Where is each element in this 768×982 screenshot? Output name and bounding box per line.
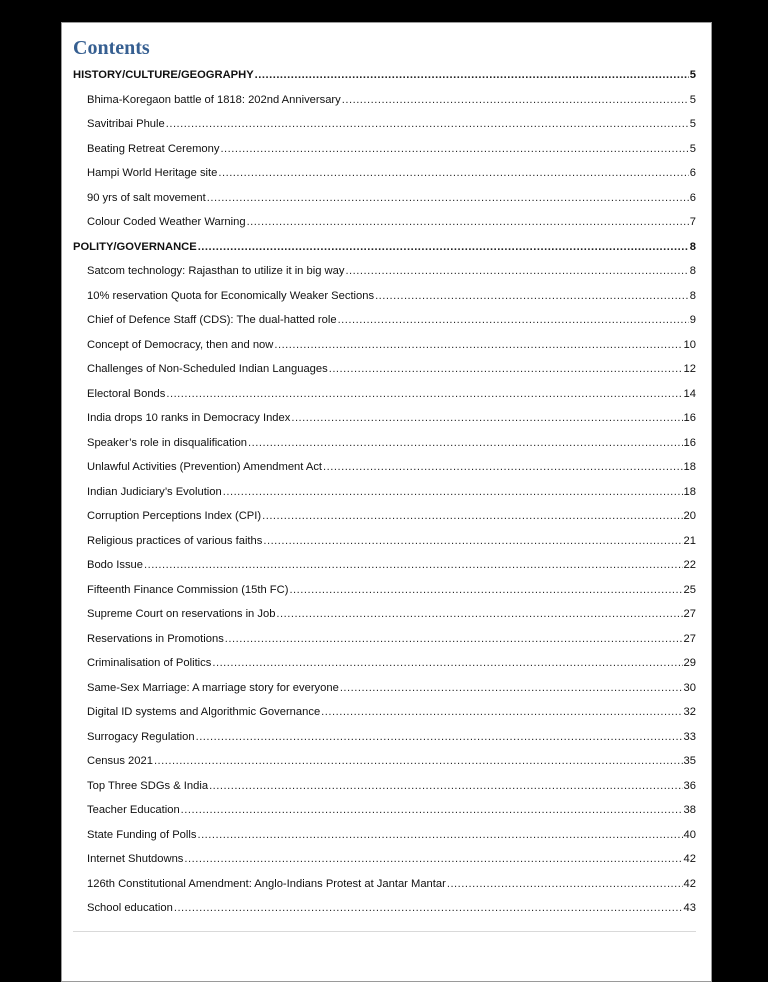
toc-page-number: 33 — [683, 730, 696, 743]
toc-dot-leader — [223, 484, 683, 500]
toc-entry-label: Supreme Court on reservations in Job — [87, 608, 276, 620]
toc-page-number: 35 — [683, 755, 696, 767]
toc-dot-leader — [174, 900, 683, 916]
toc-entry-label: Chief of Defence Staff (CDS): The dual-hatted role — [87, 314, 337, 326]
toc-entry[interactable] — [87, 459, 696, 475]
toc-page-number: 16 — [683, 412, 696, 424]
toc-entry-label: Religious practices of various faiths — [87, 534, 263, 547]
toc-entry[interactable] — [87, 337, 696, 353]
toc-dot-leader — [340, 680, 683, 696]
toc-entry-label: School education — [87, 902, 173, 914]
toc-entry-label: Savitribai Phule — [87, 118, 165, 130]
toc-entry[interactable] — [87, 827, 696, 843]
toc-entry[interactable] — [87, 484, 696, 500]
toc-page-number: 5 — [689, 118, 696, 130]
toc-dot-leader — [207, 190, 689, 206]
toc-entry-label: Bhima-Koregaon battle of 1818: 202nd Anniversary — [87, 93, 341, 106]
toc-page-number: 20 — [683, 510, 696, 522]
toc-dot-leader — [375, 288, 689, 304]
toc-entry-label: Colour Coded Weather Warning — [87, 216, 246, 228]
toc-entry[interactable] — [87, 680, 696, 696]
toc-entry[interactable] — [87, 582, 696, 598]
toc-entry-label: Fifteenth Finance Commission (15th FC) — [87, 583, 289, 596]
toc-dot-leader — [144, 557, 683, 573]
toc-entry[interactable] — [87, 606, 696, 622]
toc-entry[interactable] — [87, 141, 696, 157]
toc-dot-leader — [323, 459, 683, 475]
toc-entry[interactable] — [87, 631, 696, 647]
toc-entry[interactable] — [87, 165, 696, 181]
toc-entry-label: Satcom technology: Rajasthan to utilize it in big way — [87, 265, 345, 277]
toc-dot-leader — [255, 67, 689, 83]
toc-entry-label: Digital ID systems and Algorithmic Governance — [87, 706, 321, 718]
toc-entry-label: Corruption Perceptions Index (CPI) — [87, 510, 262, 522]
toc-dot-leader — [184, 851, 682, 867]
toc-entry[interactable] — [87, 876, 696, 892]
toc-entry-label: Concept of Democracy, then and now — [87, 338, 274, 351]
toc-dot-leader — [197, 827, 682, 843]
toc-dot-leader — [225, 631, 683, 647]
toc-dot-leader — [154, 753, 683, 769]
toc-dot-leader — [291, 410, 682, 426]
toc-entry-label: Beating Retreat Ceremony — [87, 142, 220, 155]
toc-entry-label: Electoral Bonds — [87, 387, 166, 400]
toc-entry[interactable] — [87, 753, 696, 769]
toc-entry[interactable] — [87, 851, 696, 867]
toc-entry-label: Census 2021 — [87, 755, 153, 767]
toc-page-number: 5 — [689, 93, 696, 106]
toc-dot-leader — [248, 435, 683, 451]
toc-dot-leader — [198, 239, 689, 255]
toc-dot-leader — [342, 92, 689, 108]
toc-dot-leader — [274, 337, 682, 353]
toc-entry[interactable] — [87, 900, 696, 916]
toc-dot-leader — [212, 655, 682, 671]
toc-dot-leader — [166, 116, 689, 132]
toc-entry[interactable] — [87, 435, 696, 451]
toc-page-number: 43 — [683, 902, 696, 914]
toc-entry-label: Unlawful Activities (Prevention) Amendment Act — [87, 461, 323, 473]
toc-dot-leader — [345, 263, 688, 279]
document-page — [61, 22, 712, 982]
toc-entry[interactable] — [87, 190, 696, 206]
toc-entry[interactable] — [87, 704, 696, 720]
toc-entry[interactable] — [87, 778, 696, 794]
toc-entry[interactable] — [87, 655, 696, 671]
toc-entry-label: POLITY/GOVERNANCE — [73, 240, 197, 253]
toc-dot-leader — [166, 386, 682, 402]
toc-page-number: 8 — [689, 289, 696, 302]
toc-entry[interactable] — [87, 263, 696, 279]
toc-page-number: 36 — [683, 779, 696, 792]
toc-entry-label: 126th Constitutional Amendment: Anglo-Indians Protest at Jantar Mantar — [87, 877, 446, 890]
toc-page-number: 5 — [689, 142, 696, 155]
toc-dot-leader — [181, 802, 683, 818]
toc-page-number: 6 — [689, 191, 696, 204]
toc-page-number: 5 — [689, 69, 696, 81]
toc-entry-label: India drops 10 ranks in Democracy Index — [87, 412, 291, 424]
toc-entry-label: Reservations in Promotions — [87, 632, 224, 645]
toc-page-number: 16 — [683, 436, 696, 449]
toc-page-number: 42 — [683, 877, 696, 890]
toc-page-number: 9 — [689, 314, 696, 326]
toc-entry[interactable] — [87, 410, 696, 426]
toc-page-number: 27 — [683, 608, 696, 620]
toc-dot-leader — [196, 729, 683, 745]
toc-page-number: 22 — [683, 559, 696, 571]
toc-entry[interactable] — [87, 802, 696, 818]
toc-entry[interactable] — [87, 288, 696, 304]
toc-page-number: 32 — [683, 706, 696, 718]
toc-dot-leader — [263, 533, 682, 549]
toc-entry-label: Internet Shutdowns — [87, 853, 184, 865]
toc-page-number: 12 — [683, 363, 696, 375]
page-divider — [73, 931, 696, 932]
toc-entry-label: Criminalisation of Politics — [87, 657, 212, 669]
toc-dot-leader — [289, 582, 682, 598]
toc-dot-leader — [220, 141, 688, 157]
toc-page-number: 14 — [683, 387, 696, 400]
toc-entry-label: Same-Sex Marriage: A marriage story for everyone — [87, 681, 339, 694]
toc-page-number: 18 — [683, 461, 696, 473]
toc-entry[interactable] — [87, 508, 696, 524]
toc-dot-leader — [321, 704, 682, 720]
toc-dot-leader — [338, 312, 689, 328]
toc-entry[interactable] — [87, 214, 696, 230]
toc-page-number: 8 — [689, 240, 696, 253]
toc-entry[interactable] — [87, 533, 696, 549]
toc-page-number: 29 — [683, 657, 696, 669]
toc-page-number: 38 — [683, 804, 696, 816]
toc-entry-label: Hampi World Heritage site — [87, 167, 218, 179]
toc-dot-leader — [329, 361, 683, 377]
toc-entry[interactable] — [87, 312, 696, 328]
toc-dot-leader — [262, 508, 682, 524]
toc-entry[interactable] — [87, 729, 696, 745]
toc-page-number: 8 — [689, 265, 696, 277]
toc-entry-label: Challenges of Non-Scheduled Indian Languages — [87, 363, 328, 375]
toc-entry[interactable] — [87, 116, 696, 132]
toc-entry-label: Bodo Issue — [87, 559, 143, 571]
toc-page-number: 21 — [683, 534, 696, 547]
toc-section-heading[interactable] — [73, 239, 696, 255]
toc-entry[interactable] — [87, 361, 696, 377]
toc-page-number: 25 — [683, 583, 696, 596]
toc-dot-leader — [276, 606, 682, 622]
toc-entry[interactable] — [87, 386, 696, 402]
toc-page-number: 6 — [689, 167, 696, 179]
toc-entry-label: Indian Judiciary’s Evolution — [87, 485, 222, 498]
toc-entry[interactable] — [87, 557, 696, 573]
toc-dot-leader — [209, 778, 682, 794]
toc-entry-label: Surrogacy Regulation — [87, 730, 195, 743]
toc-page-number: 10 — [683, 338, 696, 351]
toc-entry-label: Top Three SDGs & India — [87, 779, 209, 792]
toc-page-number: 30 — [683, 681, 696, 694]
toc-dot-leader — [247, 214, 689, 230]
toc-entry-label: Teacher Education — [87, 804, 180, 816]
toc-page-number: 42 — [683, 853, 696, 865]
toc-entry-label: 90 yrs of salt movement — [87, 191, 206, 204]
toc-page-number: 40 — [683, 828, 696, 841]
toc-entry[interactable] — [87, 92, 696, 108]
toc-entry-label: 10% reservation Quota for Economically Weaker Sections — [87, 289, 375, 302]
toc-page-number: 7 — [689, 216, 696, 228]
toc-dot-leader — [447, 876, 683, 892]
toc-page-number: 18 — [683, 485, 696, 498]
toc-dot-leader — [218, 165, 688, 181]
toc-title: Contents — [73, 37, 150, 59]
toc-section-heading[interactable] — [73, 67, 696, 83]
toc-page-number: 27 — [683, 632, 696, 645]
toc-entry-label: HISTORY/CULTURE/GEOGRAPHY — [73, 69, 254, 81]
toc-entry-label: Speaker’s role in disqualification — [87, 436, 248, 449]
toc-entry-label: State Funding of Polls — [87, 828, 197, 841]
